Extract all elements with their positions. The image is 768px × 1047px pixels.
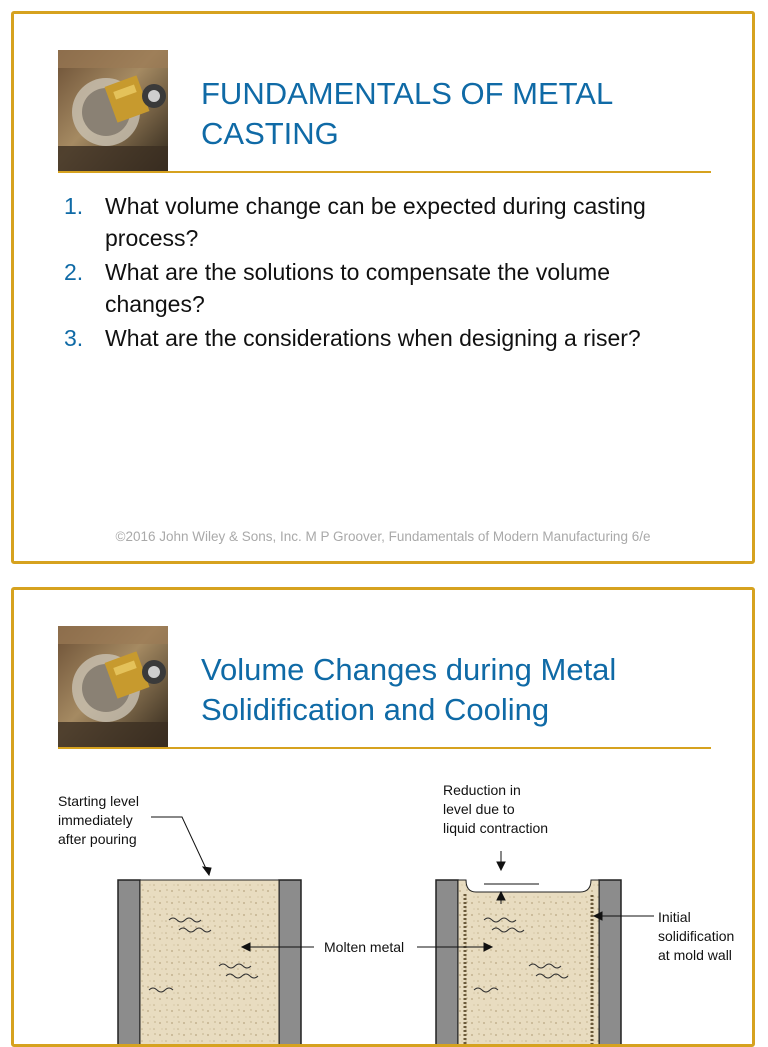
copyright-footer: ©2016 John Wiley & Sons, Inc. M P Groover, Fundamentals of Modern Manufacturing 6/e: [115, 529, 651, 544]
label-starting-level: Starting level immediately after pouring: [58, 793, 139, 847]
slide-2: [11, 587, 755, 1047]
label-reduction-in-level: Reduction in level due to liquid contraction: [443, 782, 549, 836]
list-item: [64, 190, 714, 254]
left-mold: [118, 880, 301, 1047]
label-initial-solidification: Initial solidification at mold wall: [658, 909, 735, 963]
question-list: [64, 190, 714, 356]
list-number: 1.: [64, 193, 84, 219]
label-molten-metal: Molten metal: [324, 939, 405, 955]
list-item: [64, 322, 714, 354]
list-text: What volume change can be expected during casting process?: [105, 193, 646, 251]
casting-machine-photo: [58, 50, 168, 172]
title-divider: [58, 747, 711, 749]
slide-title: Volume Changes during Metal Solidification and Cooling: [201, 652, 617, 727]
title-divider: [58, 171, 711, 173]
list-text: What are the solutions to compensate the volume changes?: [105, 259, 611, 317]
list-item: [64, 256, 714, 320]
list-number: 2.: [64, 259, 84, 285]
list-text: What are the considerations when designing a riser?: [105, 325, 641, 351]
casting-machine-photo: [58, 626, 168, 748]
list-number: 3.: [64, 325, 84, 351]
volume-change-diagram: [14, 780, 752, 1047]
right-mold: [436, 880, 621, 1047]
slide-1: [11, 11, 755, 564]
slide-title: FUNDAMENTALS OF METAL CASTING: [201, 76, 613, 151]
